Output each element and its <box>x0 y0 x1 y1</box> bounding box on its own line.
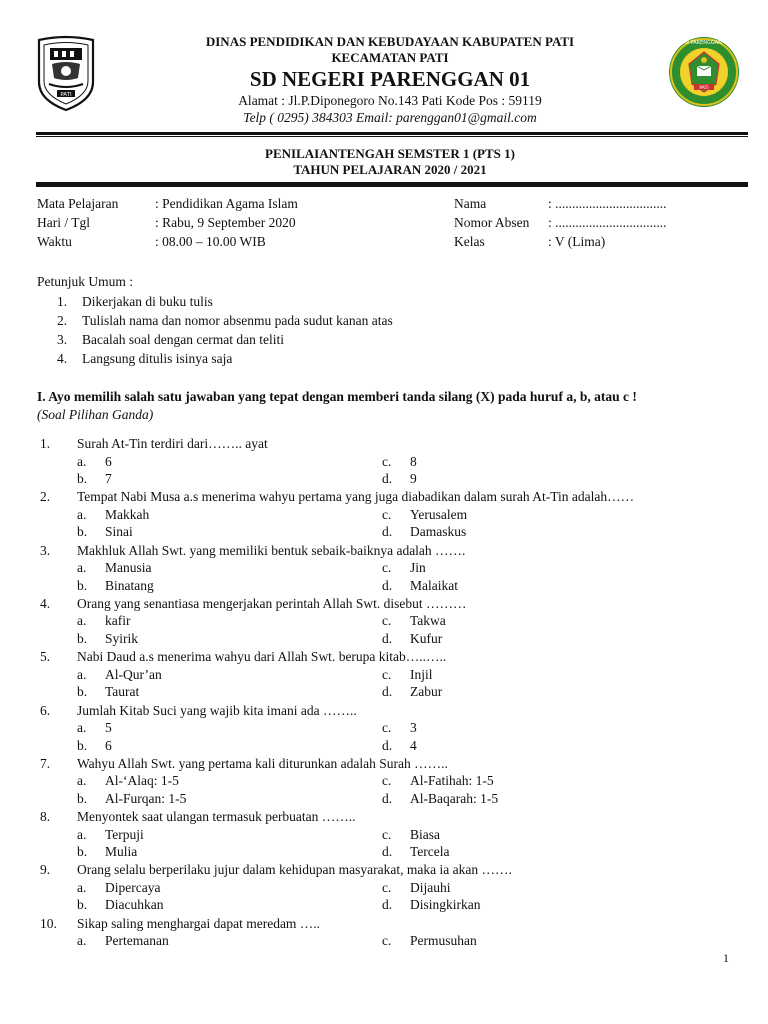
exam-title-line1: PENILAIANTENGAH SEMSTER 1 (PTS 1) <box>265 146 515 161</box>
instruction-item <box>57 330 393 349</box>
question-text: Menyontek saat ulangan termasuk perbuatan …….. <box>77 809 356 825</box>
instructions-list <box>57 292 393 368</box>
question-row <box>40 542 740 560</box>
option-row <box>40 630 740 648</box>
option-b[interactable]: Sinai <box>105 524 133 540</box>
option-a[interactable]: Manusia <box>105 560 152 576</box>
option-a[interactable]: 5 <box>105 720 112 735</box>
option-b[interactable]: Binatang <box>105 577 154 593</box>
option-c[interactable]: Yerusalem <box>410 506 468 522</box>
option-d[interactable]: Malaikat <box>410 577 458 593</box>
option-b[interactable]: 7 <box>105 471 112 486</box>
option-row <box>40 932 740 950</box>
question-row <box>40 435 740 453</box>
question-text: Orang selalu berperilaku jujur dalam kehidupan masyarakat, maka ia akan ……. <box>77 862 512 878</box>
option-c[interactable]: 3 <box>410 720 417 735</box>
info-left-labels <box>37 194 118 251</box>
question-text: Wahyu Allah Swt. yang pertama kali diturunkan adalah Surah …….. <box>77 755 448 771</box>
exam-title-line2: TAHUN PELAJARAN 2020 / 2021 <box>293 162 487 177</box>
option-letter-a[interactable]: a. <box>77 453 87 469</box>
option-letter-d[interactable]: d. <box>382 684 393 700</box>
option-letter-a[interactable]: a. <box>77 773 87 789</box>
instruction-item <box>57 311 393 330</box>
section-heading: I. Ayo memilih salah satu jawaban yang tepat dengan memberi tanda silang (X) pada huruf a, b, atau c ! <box>37 389 637 404</box>
option-d[interactable]: 4 <box>410 737 417 753</box>
option-d[interactable]: 9 <box>410 471 417 486</box>
question-row <box>40 702 740 720</box>
option-row <box>40 577 740 595</box>
option-row <box>40 666 740 684</box>
option-c[interactable]: Permusuhan <box>410 933 477 949</box>
option-letter-c[interactable]: c. <box>382 879 392 895</box>
question-item <box>40 648 740 701</box>
absen-field: : ................................. <box>548 215 667 230</box>
option-letter-b[interactable]: b. <box>77 577 88 593</box>
option-a[interactable]: Dipercaya <box>105 879 161 895</box>
question-text: Nabi Daud a.s menerima wahyu dari Allah Swt. berupa kitab…..….. <box>77 649 447 665</box>
question-number: 10. <box>40 915 57 931</box>
option-row <box>40 506 740 524</box>
section-subheading: (Soal Pilihan Ganda) <box>37 407 154 422</box>
option-letter-c[interactable]: c. <box>382 613 392 629</box>
option-letter-c[interactable]: c. <box>382 720 392 735</box>
pati-regency-logo <box>35 34 97 112</box>
option-letter-a[interactable]: a. <box>77 826 87 842</box>
option-a[interactable]: Al-‘Alaq: 1-5 <box>105 773 179 789</box>
letterhead-divider <box>36 132 748 135</box>
option-row <box>40 683 740 701</box>
option-a[interactable]: kafir <box>105 613 131 629</box>
question-text: Sikap saling menghargai dapat meredam ….. <box>77 915 321 931</box>
question-item <box>40 702 740 755</box>
option-c[interactable]: Biasa <box>410 826 440 842</box>
option-d[interactable]: Zabur <box>410 684 443 700</box>
agency-name: DINAS PENDIDIKAN DAN KEBUDAYAAN KABUPATEN PATI <box>205 34 575 49</box>
option-a[interactable]: 6 <box>105 453 112 469</box>
letterhead <box>120 34 660 126</box>
option-row <box>40 790 740 808</box>
option-row <box>40 523 740 541</box>
option-letter-c[interactable]: c. <box>382 666 392 682</box>
option-row <box>40 453 740 471</box>
option-d[interactable]: Kufur <box>410 630 443 646</box>
question-number: 1. <box>40 436 51 451</box>
instruction-item <box>57 349 393 368</box>
option-a[interactable]: Makkah <box>105 506 150 522</box>
option-letter-a[interactable]: a. <box>77 933 87 949</box>
option-letter-a[interactable]: a. <box>77 666 87 682</box>
info-left-values <box>155 194 298 251</box>
question-text: Surah At-Tin terdiri dari…….. ayat <box>77 436 268 451</box>
option-letter-b[interactable]: b. <box>77 524 88 540</box>
exam-title <box>120 146 660 178</box>
instruction-number: 2. <box>57 313 68 328</box>
option-letter-d[interactable]: d. <box>382 844 393 860</box>
option-letter-b[interactable]: b. <box>77 630 88 646</box>
svg-text:PATI: PATI <box>60 92 72 98</box>
question-row <box>40 755 740 773</box>
question-text: Tempat Nabi Musa a.s menerima wahyu pertama yang juga diabadikan dalam surah At-Tin adalah…… <box>77 489 635 505</box>
question-item <box>40 542 740 595</box>
date-value: : Rabu, 9 September 2020 <box>155 215 296 230</box>
option-b[interactable]: Al-Furqan: 1-5 <box>105 790 187 806</box>
option-row <box>40 559 740 577</box>
option-letter-b[interactable]: b. <box>77 737 88 753</box>
option-a[interactable]: Pertemanan <box>105 933 169 949</box>
option-letter-d[interactable]: d. <box>382 471 393 486</box>
option-d[interactable]: Damaskus <box>410 524 467 540</box>
option-b[interactable]: 6 <box>105 737 112 753</box>
page-number: 1 <box>723 951 729 965</box>
school-contact: Telp ( 0295) 384303 Email: parenggan01@gmail.com <box>243 110 537 125</box>
option-c[interactable]: Dijauhi <box>410 879 451 895</box>
question-item <box>40 435 740 488</box>
option-letter-d[interactable]: d. <box>382 897 393 913</box>
instruction-text: Tulislah nama dan nomor absenmu pada sudut kanan atas <box>82 313 393 328</box>
option-letter-a[interactable]: a. <box>77 560 87 576</box>
question-item <box>40 861 740 914</box>
option-letter-b[interactable]: b. <box>77 790 88 806</box>
option-letter-c[interactable]: c. <box>382 506 392 522</box>
option-letter-b[interactable]: b. <box>77 897 88 913</box>
question-item <box>40 915 740 950</box>
instruction-number: 4. <box>57 351 68 366</box>
option-letter-a[interactable]: a. <box>77 879 87 895</box>
svg-text:PATI: PATI <box>699 86 709 91</box>
instruction-text: Dikerjakan di buku tulis <box>82 294 213 309</box>
letterhead-divider-thin <box>36 136 748 137</box>
question-text: Orang yang senantiasa mengerjakan perintah Allah Swt. disebut ……… <box>77 595 467 611</box>
question-row <box>40 595 740 613</box>
question-item <box>40 808 740 861</box>
option-letter-b[interactable]: b. <box>77 684 88 700</box>
school-logo <box>667 32 741 112</box>
option-row <box>40 896 740 914</box>
option-letter-c[interactable]: c. <box>382 826 392 842</box>
question-number: 5. <box>40 649 51 665</box>
option-b[interactable]: Mulia <box>105 844 138 860</box>
option-c[interactable]: 8 <box>410 453 417 469</box>
option-letter-d[interactable]: d. <box>382 630 393 646</box>
info-right-values <box>548 194 667 251</box>
option-letter-b[interactable]: b. <box>77 844 88 860</box>
question-number: 8. <box>40 809 51 825</box>
question-number: 7. <box>40 755 51 771</box>
class-value: : V (Lima) <box>548 234 606 249</box>
option-a[interactable]: Al-Qur’an <box>105 666 162 682</box>
question-number: 3. <box>40 542 51 558</box>
option-letter-c[interactable]: c. <box>382 453 392 469</box>
option-letter-a[interactable]: a. <box>77 720 87 735</box>
subject-label: Mata Pelajaran <box>37 196 119 211</box>
instruction-number: 3. <box>57 332 68 347</box>
instructions-heading: Petunjuk Umum : <box>37 274 134 289</box>
option-letter-d[interactable]: d. <box>382 524 393 540</box>
question-number: 4. <box>40 595 51 611</box>
option-c[interactable]: Injil <box>410 666 433 682</box>
class-label: Kelas <box>454 234 485 249</box>
question-number: 2. <box>40 489 51 505</box>
instruction-item <box>57 292 393 311</box>
option-a[interactable]: Terpuji <box>105 826 144 842</box>
option-b[interactable]: Taurat <box>105 684 140 700</box>
title-divider <box>36 182 748 187</box>
question-number: 9. <box>40 862 51 878</box>
option-d[interactable]: Tercela <box>410 844 450 860</box>
option-d[interactable]: Al-Baqarah: 1-5 <box>410 790 499 806</box>
option-letter-c[interactable]: c. <box>382 933 392 949</box>
option-d[interactable]: Disingkirkan <box>410 897 481 913</box>
school-address: Alamat : Jl.P.Diponegoro No.143 Pati Kode Pos : 59119 <box>238 93 542 108</box>
option-row <box>40 826 740 844</box>
question-item <box>40 755 740 808</box>
question-row <box>40 488 740 506</box>
option-row <box>40 719 740 737</box>
question-item <box>40 595 740 648</box>
district-name: KECAMATAN PATI <box>331 50 449 65</box>
question-item <box>40 488 740 541</box>
date-label: Hari / Tgl <box>37 215 90 230</box>
info-right-labels <box>454 194 529 251</box>
subject-value: : Pendidikan Agama Islam <box>155 196 298 211</box>
option-letter-d[interactable]: d. <box>382 577 393 593</box>
option-letter-b[interactable]: b. <box>77 471 88 486</box>
question-row <box>40 648 740 666</box>
option-b[interactable]: Syirik <box>105 630 139 646</box>
instruction-number: 1. <box>57 294 68 309</box>
option-row <box>40 772 740 790</box>
option-b[interactable]: Diacuhkan <box>105 897 164 913</box>
option-c[interactable]: Takwa <box>410 613 446 629</box>
option-letter-a[interactable]: a. <box>77 506 87 522</box>
question-text: Makhluk Allah Swt. yang memiliki bentuk sebaik-baiknya adalah ……. <box>77 542 466 558</box>
option-row <box>40 879 740 897</box>
option-letter-d[interactable]: d. <box>382 737 393 753</box>
time-value: : 08.00 – 10.00 WIB <box>155 234 266 249</box>
time-label: Waktu <box>37 234 72 249</box>
school-name: SD NEGERI PARENGGAN 01 <box>249 67 531 91</box>
absen-label: Nomor Absen <box>454 215 530 230</box>
option-letter-d[interactable]: d. <box>382 790 393 806</box>
option-row <box>40 470 740 488</box>
question-row <box>40 915 740 933</box>
option-row <box>40 737 740 755</box>
name-label: Nama <box>454 196 487 211</box>
question-text: Jumlah Kitab Suci yang wajib kita imani ada …….. <box>77 702 357 718</box>
option-c[interactable]: Jin <box>410 560 426 576</box>
option-row <box>40 612 740 630</box>
option-letter-c[interactable]: c. <box>382 560 392 576</box>
svg-text:SDN PARENGGAN 01: SDN PARENGGAN 01 <box>678 40 730 46</box>
question-row <box>40 808 740 826</box>
option-c[interactable]: Al-Fatihah: 1-5 <box>410 773 494 789</box>
instruction-text: Langsung ditulis isinya saja <box>82 351 233 366</box>
name-field: : ................................. <box>548 196 667 211</box>
option-letter-c[interactable]: c. <box>382 773 392 789</box>
option-row <box>40 843 740 861</box>
question-number: 6. <box>40 702 51 718</box>
option-letter-a[interactable]: a. <box>77 613 87 629</box>
instruction-text: Bacalah soal dengan cermat dan teliti <box>82 332 285 347</box>
question-row <box>40 861 740 879</box>
